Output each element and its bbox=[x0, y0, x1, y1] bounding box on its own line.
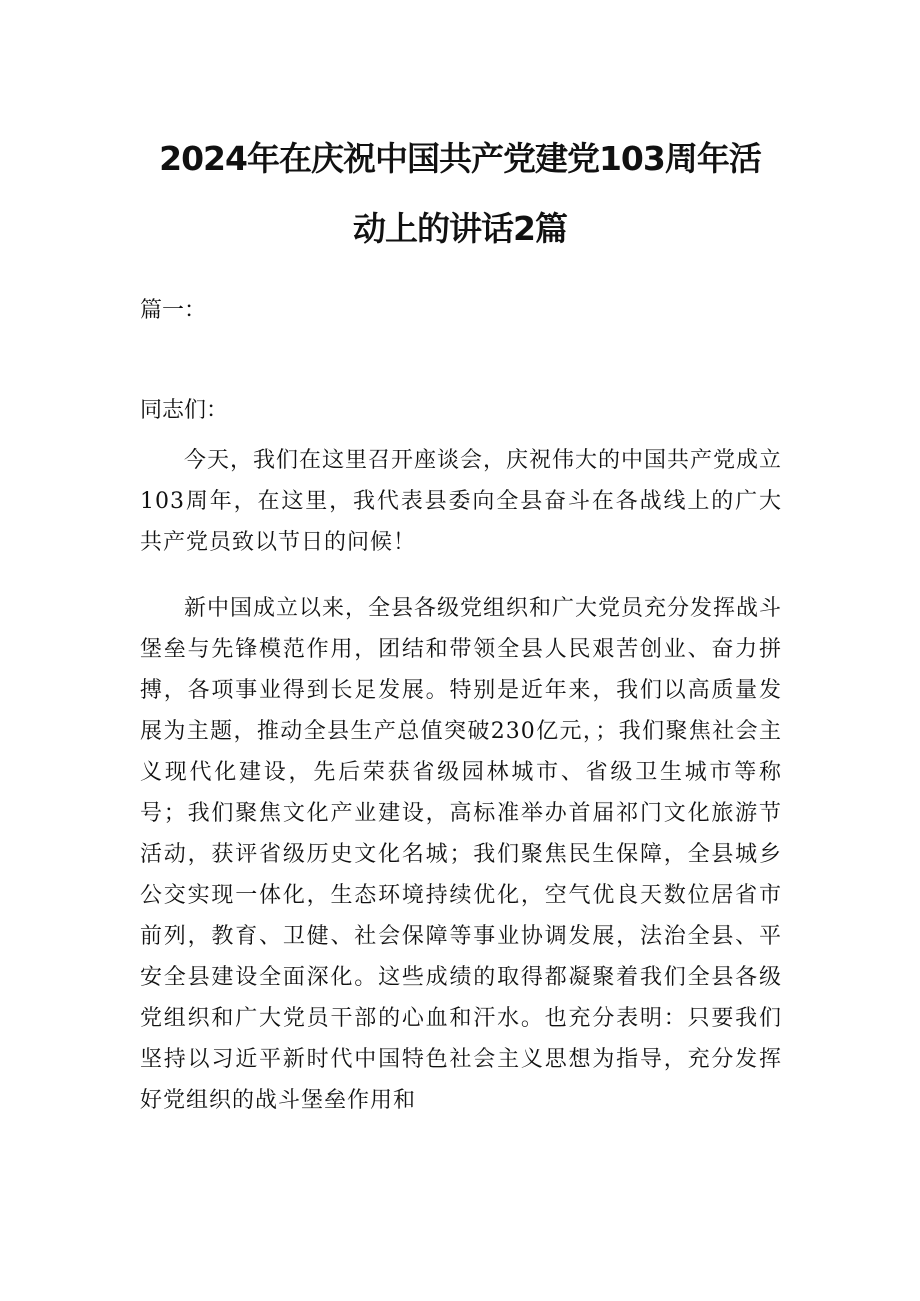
document-title-line-2: 动上的讲话2篇 bbox=[353, 209, 567, 248]
greeting: 同志们： bbox=[140, 398, 229, 423]
part-label: 篇一： bbox=[140, 298, 207, 323]
paragraph-1: 今天，我们在这里召开座谈会，庆祝伟大的中国共产党成立103周年，在这里，我代表县委向全县奋斗在各战线上的广大共产党员致以节日的问候！ bbox=[140, 448, 783, 555]
paragraph-2: 新中国成立以来，全县各级党组织和广大党员充分发挥战斗堡垒与先锋模范作用，团结和带领全县人民艰苦创业、奋力拼搏，各项事业得到长足发展。特别是近年来，我们以高质量发展为主题，推动全县生产总值突破230亿元，；我们聚焦社会主义现代化建设，先后荣获省级园林城市、省级卫生城市等称号；我们聚焦文化产业建设，高标准举办首届祁门文化旅游节活动，获评省级历史文化名城；我们聚焦民生保障，全县城乡公交实现一体化，生态环境持续优化，空气优良天数位居省市前列，教育、卫健、社会保障等事业协调发展，法治全县、平安全县建设全面深化。这些成绩的取得都凝聚着我们全县各级党组织和广大党员干部的心血和汗水。也充分表明：只要我们坚持以习近平新时代中国特色社会主义思想为指导，充分发挥好党组织的战斗堡垒作用和 bbox=[140, 596, 783, 1113]
document-title-line-1: 2024年在庆祝中国共产党建党103周年活 bbox=[159, 139, 761, 178]
